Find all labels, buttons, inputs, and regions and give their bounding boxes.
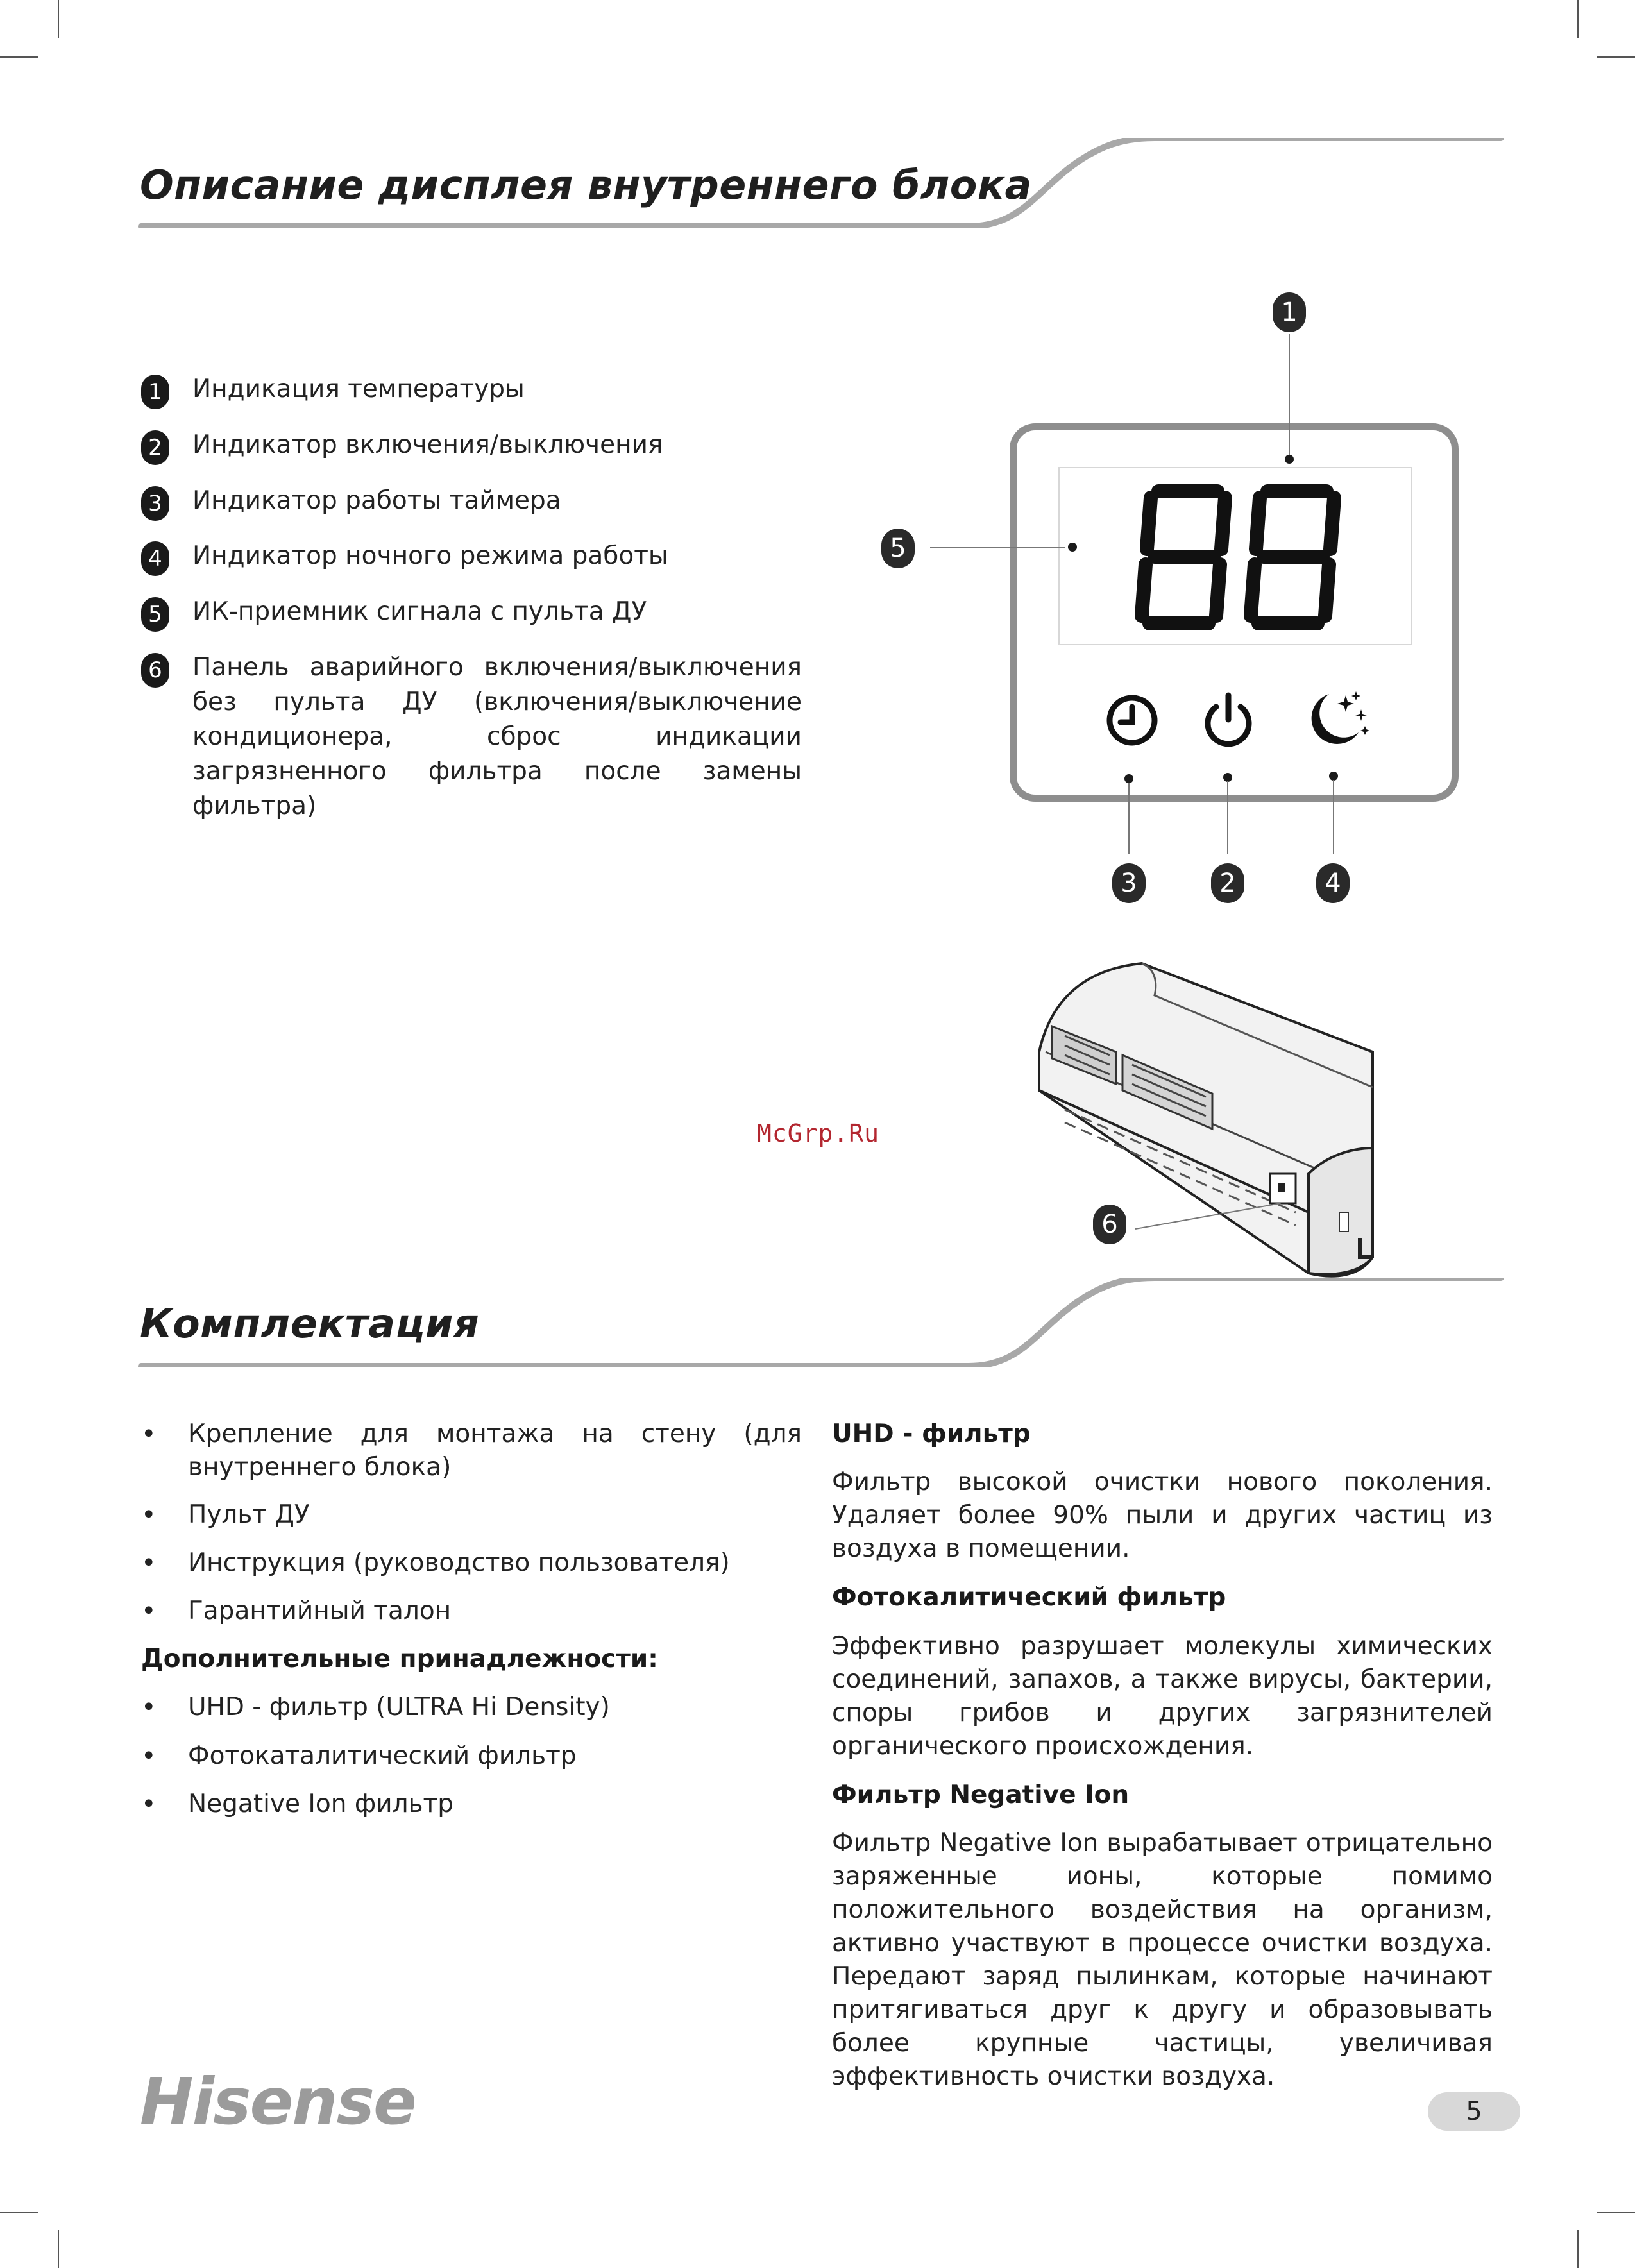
legend-number: 2 bbox=[141, 430, 169, 465]
indicator-dot bbox=[1285, 455, 1294, 464]
ir-receiver bbox=[1068, 543, 1077, 552]
filter-title: Фильтр Negative Ion bbox=[832, 1781, 1130, 1809]
leader-line bbox=[1333, 780, 1334, 854]
section-title-display: Описание дисплея внутреннего блока bbox=[140, 162, 1032, 208]
leader-line bbox=[1227, 781, 1228, 854]
list-item bbox=[141, 1691, 802, 1724]
callout-5: 5 bbox=[881, 529, 915, 568]
indicator-dot bbox=[1223, 773, 1232, 782]
filter-descriptions bbox=[832, 1418, 1493, 2091]
bullet: • bbox=[141, 1596, 157, 1626]
callout-6: 6 bbox=[1093, 1205, 1126, 1244]
legend-text: Индикатор работы таймера bbox=[192, 486, 561, 515]
legend-text: Индикация температуры bbox=[192, 375, 525, 403]
accessories-heading: Дополнительные принадлежности: bbox=[141, 1645, 658, 1673]
timer-icon bbox=[1105, 693, 1160, 748]
filter-title: UHD - фильтр bbox=[832, 1419, 1031, 1448]
crop-mark bbox=[1597, 56, 1635, 58]
list-item bbox=[141, 1418, 802, 1484]
indicator-dot bbox=[1124, 774, 1133, 783]
callout-2: 2 bbox=[1211, 863, 1244, 903]
callout-3: 3 bbox=[1112, 863, 1146, 903]
bullet: • bbox=[141, 1693, 157, 1722]
leader-line bbox=[930, 547, 1065, 548]
legend-item bbox=[141, 539, 802, 577]
list-item-text: Пульт ДУ bbox=[188, 1500, 310, 1529]
power-icon bbox=[1199, 690, 1257, 750]
list-item bbox=[141, 1546, 802, 1580]
crop-mark bbox=[0, 56, 38, 58]
list-item-text: UHD - фильтр (ULTRA Hi Density) bbox=[188, 1693, 610, 1722]
legend-text: ИК-приемник сигнала с пульта ДУ bbox=[192, 597, 647, 626]
night-mode-icon bbox=[1302, 688, 1373, 752]
legend-number: 5 bbox=[141, 597, 169, 632]
bullet: • bbox=[141, 1500, 157, 1530]
filter-text: Фильтр высокой очистки нового поколения. Удаляет более 90% пыли и других частиц из воздуха в помещении. bbox=[832, 1468, 1493, 1563]
list-item-text: Гарантийный талон bbox=[188, 1596, 452, 1625]
bullet: • bbox=[141, 1548, 157, 1578]
page-number: 5 bbox=[1428, 2092, 1520, 2131]
legend-number: 6 bbox=[141, 653, 169, 688]
legend-item bbox=[141, 484, 802, 522]
crop-mark bbox=[58, 0, 59, 38]
crop-mark bbox=[58, 2230, 59, 2268]
crop-mark bbox=[1597, 2212, 1635, 2213]
legend-number: 1 bbox=[141, 375, 169, 409]
legend-item bbox=[141, 595, 802, 633]
filter-text: Эффективно разрушает молекулы химических соединений, запахов, а также вирусы, бактерии, споры грибов и других загрязнителей органического происхождения. bbox=[832, 1632, 1493, 1761]
legend-number: 3 bbox=[141, 486, 169, 521]
crop-mark bbox=[0, 2212, 38, 2213]
filter-text: Фильтр Negative Ion вырабатывает отрицательно заряженные ионы, которые помимо положительного воздействия на организм, активно участвуют в процессе очистки воздуха. Передают заряд пылинкам, которые начинают притягиваться друг к другу и образовывать более крупные частицы, увеличивая эффективность очистки воздуха. bbox=[832, 1829, 1493, 2091]
list-item bbox=[141, 1498, 802, 1532]
indicator-dot bbox=[1329, 772, 1338, 781]
list-item bbox=[141, 1739, 802, 1773]
list-item-text: Крепление для монтажа на стену (для внутреннего блока) bbox=[188, 1419, 802, 1482]
callout-4: 4 bbox=[1316, 863, 1350, 903]
bullet: • bbox=[141, 1741, 157, 1771]
seven-segment-digits bbox=[1135, 482, 1347, 633]
indoor-unit-illustration bbox=[1026, 956, 1385, 1289]
section-title-package: Комплектация bbox=[140, 1300, 480, 1347]
legend-item bbox=[141, 372, 802, 410]
bullet: • bbox=[141, 1419, 157, 1449]
list-item-text: Фотокаталитический фильтр bbox=[188, 1741, 577, 1770]
legend-item bbox=[141, 650, 802, 820]
callout-1: 1 bbox=[1273, 292, 1306, 332]
filter-title: Фотокалитический фильтр bbox=[832, 1583, 1226, 1612]
legend-text: Индикатор ночного режима работы bbox=[192, 541, 668, 570]
legend-item bbox=[141, 428, 802, 466]
legend-text: Индикатор включения/выключения bbox=[192, 430, 663, 459]
list-item bbox=[141, 1788, 802, 1821]
crop-mark bbox=[1577, 2230, 1579, 2268]
legend-text: Панель аварийного включения/выключения без пульта ДУ (включения/выключение кондиционера, сброс индикации загрязненного фильтра после замены фильтра) bbox=[192, 653, 802, 820]
bullet: • bbox=[141, 1790, 157, 1819]
list-item-text: Инструкция (руководство пользователя) bbox=[188, 1548, 730, 1577]
watermark: McGrp.Ru bbox=[757, 1119, 880, 1147]
leader-line bbox=[1289, 334, 1290, 455]
list-item bbox=[141, 1595, 802, 1628]
list-item-text: Negative Ion фильтр bbox=[188, 1790, 453, 1818]
brand-logo: Hisense bbox=[140, 2064, 416, 2139]
crop-mark bbox=[1577, 0, 1579, 38]
legend-number: 4 bbox=[141, 541, 169, 576]
leader-line bbox=[1128, 783, 1130, 854]
